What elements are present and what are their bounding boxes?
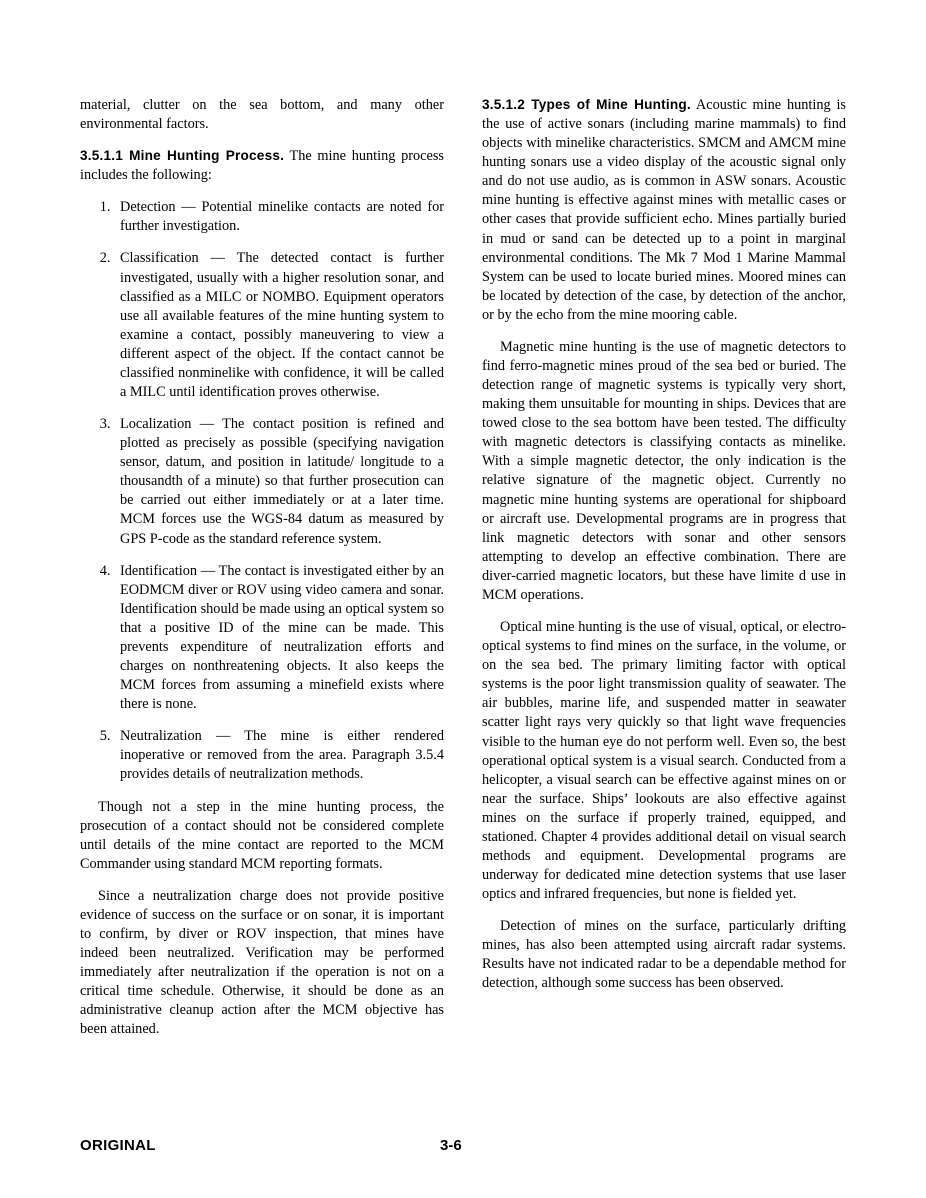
section-heading-3-5-1-2: 3.5.1.2 Types of Mine Hunting. [482,97,691,112]
list-item: 1. Detection — Potential minelike contacts are noted for further investigation. [114,198,444,236]
section-heading-3-5-1-1: 3.5.1.1 Mine Hunting Process. [80,148,285,164]
paragraph-after-list: Though not a step in the mine hunting process, the prosecution of a contact should not be considered complete until details of the mine contact are reported to the MCM Commander using standard MCM reporting formats. [80,798,444,872]
paragraph-magnetic-mine-hunting: Magnetic mine hunting is the use of magnetic detectors to find ferro-magnetic mines proud of the sea bed or buried. The detection range of magnetic systems is typically very short, making them unsuitable for mounting in ships. Devices that are towed close to the sea bottom have been tested. The difficulty with magnetic detectors is classifying contacts as minelike. With a simple magnetic detector, the only indication is the relative signature of the magnetic object. Currently no magnetic mine hunting systems are operational for shipboard or aircraft use. Developmental programs are in progress that link magnetic detectors with sonar and other sensors attempting to develop an effective combination. There are diver-carried magnetic locators, but these have limite d use in MCM operations. [482,338,846,603]
paragraph-optical-mine-hunting: Optical mine hunting is the use of visual, optical, or electro-optical systems to find mines on the surface, in the volume, or on the sea bed. The primary limiting factor with optical systems is the poor light transmission quality of seawater. The air bubbles, marine life, and suspended matter in seawater scatter light rays very quickly so that light wave frequencies visible to the human eye do not perform well. Even so, the best operational optical system is a visual search. Conducted from a helicopter, a visual search can be effective against mines on or near the surface. Ships’ lookouts are also effective against mines on the surface if properly trained, equipped, and stationed. Chapter 4 provides additional detail on visual search methods and equipment. Developmental programs are underway for dedicated mine detection systems that use laser optics and infrared frequencies, but none is fielded yet. [482,619,846,903]
continuation-paragraph: material, clutter on the sea bottom, and many other environmental factors. [80,97,444,133]
paragraph-neutralization-verification: Since a neutralization charge does not provide positive evidence of success on the surface or on sonar, it is important to confirm, by diver or ROV inspection, that mines have indeed been neutralized. Verification may be performed immediately after neutralization if the operation is not on a critical time schedule. Otherwise, it should be done as an administrative cleanup action after the MCM objective has been attained. [80,887,444,1038]
section-body-acoustic: Acoustic mine hunting is the use of active sonars (including marine mammals) to find objects with minelike characteristics. SMCM and AMCM mine hunting sonars use a video display of the acoustic signal only and do not use audio, as is common in ASW sonars. Acoustic mine hunting is effective against mines with metallic cases or other cases that provide sufficient echo. Mines partially buried in mud or sand can be detected up to a point in marginal environmental conditions. The Mk 7 Mod 1 Marine Mammal System can be used to locate buried mines. Moored mines can be located by detection of the case, by detection of the anchor, or by the echo from the mine mooring cable. [482,97,846,323]
section-3-5-1-1 [80,147,444,185]
list-item: 3. Localization — The contact position is refined and plotted as precisely as possible (specifying navigation sensor, datum, and position in latitude/ longitude to a thousandth of a minute) so that further prosecution can be carried out either immediately or at a later time. MCM forces use the WGS-84 datum as measured by GPS P-code as the standard reference system. [114,415,444,549]
list-item: 2. Classification — The detected contact is further investigated, usually with a higher resolution sonar, and classified as a MILC or NOMBO. Equipment operators use all available features of the mine hunting system to examine a contact, possibly maneuvering to view a different aspect of the object. If the contact cannot be classified nonminelike with confidence, it will be called a MILC until identification proves otherwise. [114,249,444,402]
mine-hunting-process-list [80,198,444,784]
two-column-body [80,96,846,1052]
footer-page-number: 3-6 [440,1137,462,1154]
footer-original-label: ORIGINAL [80,1137,156,1154]
section-3-5-1-2 [482,96,846,325]
section-intro-text: The mine hunting process includes the following: [80,148,444,184]
left-column [80,96,444,1052]
list-item: 4. Identification — The contact is investigated either by an EODMCM diver or ROV using video camera and sonar. Identification should be made using an optical system so that a positive ID of the mine can be made. This prevents expenditure of neutralization efforts and charges on nonthreatening objects. It also keeps the MCM forces from assuming a minefield exists where there is none. [114,562,444,715]
right-column [482,96,846,1007]
paragraph-radar-detection: Detection of mines on the surface, particularly drifting mines, has also been attempted using aircraft radar systems. Results have not indicated radar to be a dependable method for detection, although some success has been observed. [482,918,846,992]
list-item: 5. Neutralization — The mine is either rendered inoperative or removed from the area. Paragraph 3.5.4 provides details of neutralization methods. [114,727,444,784]
page-footer [80,1137,846,1154]
